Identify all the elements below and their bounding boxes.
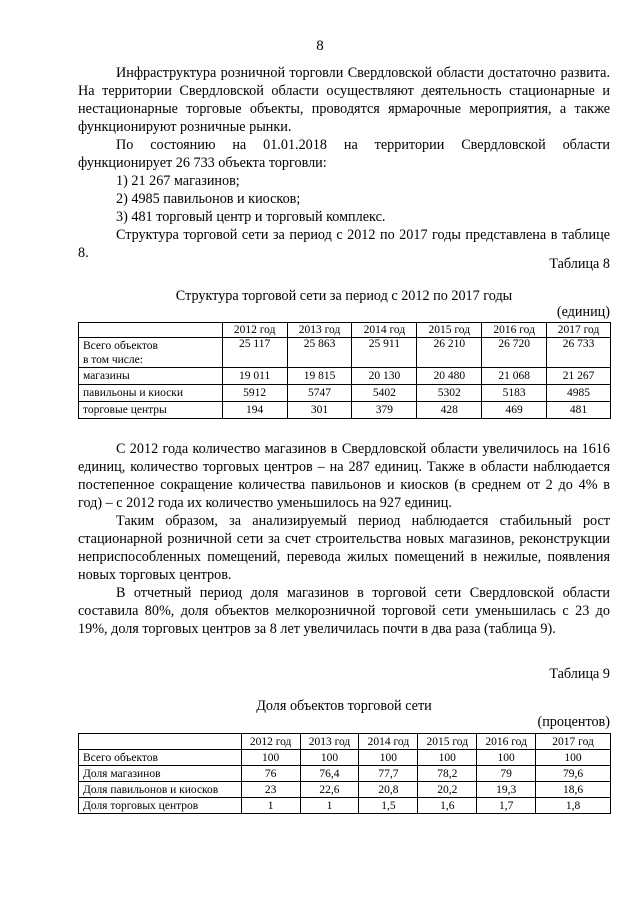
table8-unit: (единиц) — [556, 304, 610, 320]
table-header-cell — [79, 323, 223, 338]
table-cell: 26 720 — [482, 338, 547, 368]
table-header-cell: 2017 год — [547, 323, 611, 338]
table-cell: 1,8 — [536, 798, 611, 814]
table-cell: 100 — [477, 750, 536, 766]
table-cell: 5183 — [482, 385, 547, 402]
table9-caption: Доля объектов торговой сети — [256, 698, 432, 714]
list-item: 3) 481 торговый центр и торговый комплекс. — [116, 209, 386, 225]
table-cell: 25 911 — [352, 338, 417, 368]
row-label: Всего объектов — [79, 750, 242, 766]
table-cell: 100 — [241, 750, 300, 766]
row-label: Доля магазинов — [79, 766, 242, 782]
table-cell: 79,6 — [536, 766, 611, 782]
paragraph-table-ref: Структура торговой сети за период с 2012 по 2017 годы представлена в таблице 8. — [78, 227, 610, 261]
table-header-cell: 2014 год — [352, 323, 417, 338]
table-row — [79, 750, 611, 766]
table9-unit: (процентов) — [537, 714, 610, 730]
table-cell: 20,8 — [359, 782, 418, 798]
table-cell: 100 — [359, 750, 418, 766]
table-cell: 21 068 — [482, 368, 547, 385]
table-cell: 76 — [241, 766, 300, 782]
table-header-cell: 2015 год — [417, 323, 482, 338]
table-header-cell: 2017 год — [536, 734, 611, 750]
table-cell: 21 267 — [547, 368, 611, 385]
row-label: Доля торговых центров — [79, 798, 242, 814]
analysis-text — [78, 440, 610, 638]
table-cell: 100 — [300, 750, 359, 766]
table-cell: 25 117 — [222, 338, 287, 368]
table-header-cell — [79, 734, 242, 750]
table-cell: 76,4 — [300, 766, 359, 782]
table-cell: 379 — [352, 402, 417, 419]
table-cell: 25 863 — [287, 338, 352, 368]
paragraph-store-growth: С 2012 года количество магазинов в Свердловской области увеличилось на 1616 единиц, количество торговых центров – на 287 единиц. Также в области наблюдается постепенное сокращение количества павильонов и киосков (в среднем от 2 до 4% в год) – с 2012 года их количество уменьшилось на 927 единиц. — [78, 441, 610, 511]
table-cell: 194 — [222, 402, 287, 419]
table-cell: 5402 — [352, 385, 417, 402]
table-cell: 79 — [477, 766, 536, 782]
table-cell: 19,3 — [477, 782, 536, 798]
table9-header-row — [79, 734, 611, 750]
table-cell: 1,7 — [477, 798, 536, 814]
table8-label: Таблица 8 — [549, 256, 610, 272]
table-cell: 4985 — [547, 385, 611, 402]
table-cell: 20 480 — [417, 368, 482, 385]
table-header-cell: 2016 год — [477, 734, 536, 750]
table-row — [79, 338, 611, 368]
table-row — [79, 402, 611, 419]
table-cell: 5747 — [287, 385, 352, 402]
table-cell: 20 130 — [352, 368, 417, 385]
table8 — [78, 322, 611, 419]
paragraph-status: По состоянию на 01.01.2018 на территории Свердловской области функционирует 26 733 объекта торговли: — [78, 137, 610, 171]
table-cell: 469 — [482, 402, 547, 419]
row-label: Доля павильонов и киосков — [79, 782, 242, 798]
table-cell: 26 733 — [547, 338, 611, 368]
table-header-cell: 2013 год — [300, 734, 359, 750]
table-cell: 22,6 — [300, 782, 359, 798]
table-cell: 1,5 — [359, 798, 418, 814]
list-item: 1) 21 267 магазинов; — [116, 173, 240, 189]
table9-label: Таблица 9 — [549, 666, 610, 682]
table-row — [79, 368, 611, 385]
table8-header-row — [79, 323, 611, 338]
row-label: магазины — [79, 368, 223, 385]
table-header-cell: 2012 год — [241, 734, 300, 750]
table-cell: 1,6 — [418, 798, 477, 814]
table-cell: 5912 — [222, 385, 287, 402]
row-label — [79, 338, 223, 368]
table-cell: 78,2 — [418, 766, 477, 782]
table-cell: 23 — [241, 782, 300, 798]
row-sublabel: в том числе: — [83, 353, 143, 366]
list-item: 2) 4985 павильонов и киосков; — [116, 191, 301, 207]
table-row — [79, 385, 611, 402]
page-number: 8 — [316, 38, 324, 54]
table-row — [79, 766, 611, 782]
table-cell: 100 — [536, 750, 611, 766]
table-cell: 1 — [241, 798, 300, 814]
table-cell: 77,7 — [359, 766, 418, 782]
table-cell: 301 — [287, 402, 352, 419]
table-row — [79, 782, 611, 798]
paragraph-share: В отчетный период доля магазинов в торговой сети Свердловской области составила 80%, доля объектов мелкорозничной торговой сети уменьшилась с 23 до 19%, доля торговых центров за 8 лет увеличилась почти в два раза (таблица 9). — [78, 585, 610, 637]
table-header-cell: 2013 год — [287, 323, 352, 338]
table-header-cell: 2016 год — [482, 323, 547, 338]
table-header-cell: 2014 год — [359, 734, 418, 750]
table8-caption: Структура торговой сети за период с 2012 по 2017 годы — [175, 288, 513, 304]
table-cell: 18,6 — [536, 782, 611, 798]
table-cell: 428 — [417, 402, 482, 419]
intro-text — [78, 64, 610, 262]
table-cell: 19 815 — [287, 368, 352, 385]
paragraph-infrastructure: Инфраструктура розничной торговли Свердловской области достаточно развита. На территории Свердловской области осуществляют деятельность стационарные и нестационарные торговые объекты, проводятся ярмарочные мероприятия, а также функционируют розничные рынки. — [78, 65, 610, 135]
table-cell: 1 — [300, 798, 359, 814]
table-cell: 20,2 — [418, 782, 477, 798]
paragraph-conclusion: Таким образом, за анализируемый период наблюдается стабильный рост стационарной розничной сети за счет строительства новых магазинов, реконструкции неприспособленных помещений, перевода жилых помещений в нежилые, появления новых торговых центров. — [78, 513, 610, 583]
table-header-cell: 2015 год — [418, 734, 477, 750]
row-label: павильоны и киоски — [79, 385, 223, 402]
table9 — [78, 733, 611, 814]
table-cell: 481 — [547, 402, 611, 419]
table-row — [79, 798, 611, 814]
table-cell: 26 210 — [417, 338, 482, 368]
row-label: торговые центры — [79, 402, 223, 419]
table-header-cell: 2012 год — [222, 323, 287, 338]
row-label-text: Всего объектов — [83, 339, 158, 352]
table-cell: 5302 — [417, 385, 482, 402]
table-cell: 100 — [418, 750, 477, 766]
table-cell: 19 011 — [222, 368, 287, 385]
